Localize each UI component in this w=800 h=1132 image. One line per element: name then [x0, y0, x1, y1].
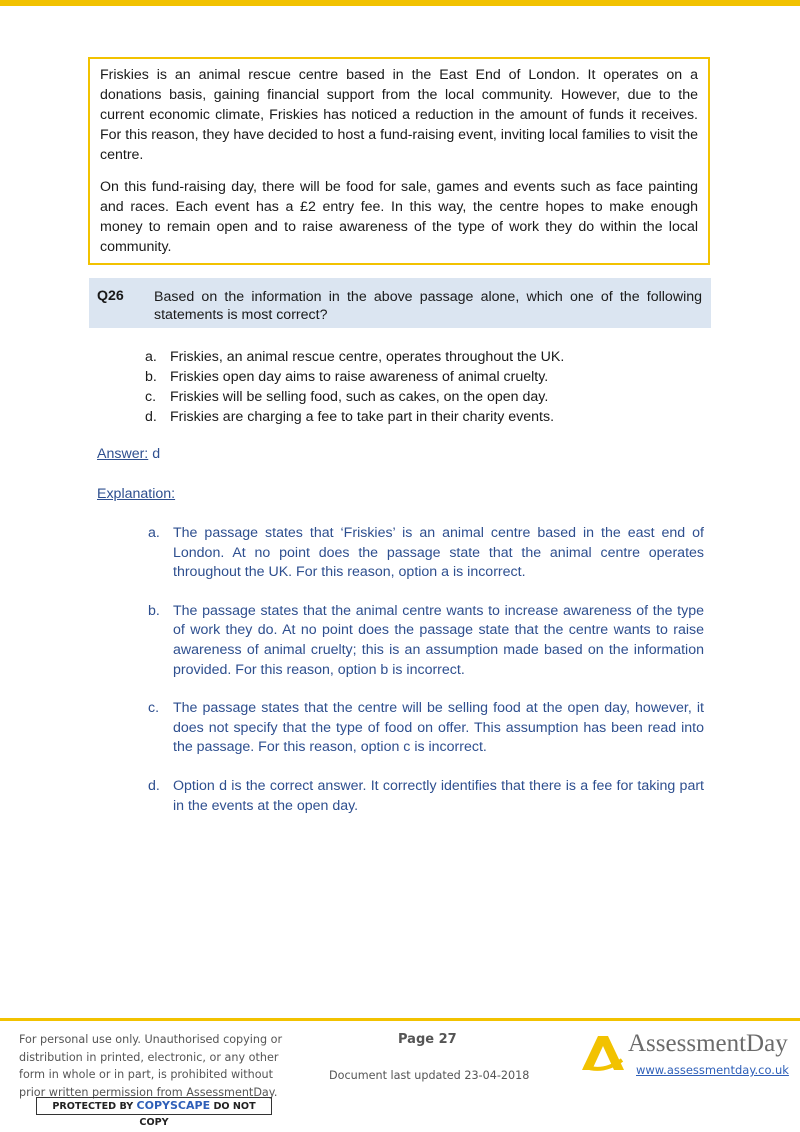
- option-d: [145, 407, 564, 427]
- explanation-item-c: [148, 699, 704, 758]
- question-number: Q26: [97, 288, 124, 304]
- explanation-item-a: [148, 524, 704, 583]
- answer-value: d: [152, 446, 161, 462]
- explanation-letter: a.: [148, 525, 160, 541]
- explanation-letter: d.: [148, 777, 160, 794]
- option-text: Friskies are charging a fee to take part in their charity events.: [170, 409, 555, 425]
- footer-divider: [0, 1018, 800, 1021]
- option-letter: c.: [145, 389, 157, 405]
- explanation-text: The passage states that the animal centre wants to increase awareness of the type of work they do. At no point does the passage state that the centre wants to raise awareness of animal cruelty; this is an assumption made based on the information provided. For this reason, option b is incorrect.: [173, 602, 704, 678]
- copyright-notice: For personal use only. Unauthorised copying or distribution in printed, electronic, or any other form in whole or in part, is prohibited without prior written permission from AssessmentDay.: [19, 1033, 283, 1099]
- explanation-text: The passage states that ‘Friskies’ is an animal centre based in the east end of London. At no point does the passage state that the animal centre operates throughout the UK. For this reason, option a is incorrect.: [173, 525, 704, 581]
- question-panel: [89, 278, 711, 328]
- option-letter: b.: [145, 369, 157, 385]
- option-letter: a.: [145, 349, 157, 365]
- answer-label: Answer:: [97, 446, 149, 462]
- assessmentday-logo-icon: [578, 1030, 626, 1072]
- option-c: [145, 387, 564, 407]
- passage-box: [88, 57, 710, 265]
- option-letter: d.: [145, 409, 157, 425]
- option-text: Friskies, an animal rescue centre, operates throughout the UK.: [170, 349, 565, 365]
- explanation-letter: b.: [148, 602, 160, 619]
- page-number: Page 27: [398, 1032, 457, 1047]
- answer-options: [145, 347, 564, 427]
- option-b: [145, 367, 564, 387]
- explanation-letter: c.: [148, 700, 160, 717]
- passage-paragraph-2: On this fund-raising day, there will be food for sale, games and events such as face painting and races. Each event has a £2 entry fee. In this way, the centre hopes to make enough money to remain open and to raise awareness of the type of work they do within the local community.: [100, 179, 698, 255]
- explanation-text: Option d is the correct answer. It correctly identifies that there is a fee for taking part in the events at the open day.: [173, 777, 704, 814]
- question-text: Based on the information in the above passage alone, which one of the following statements is most correct?: [154, 289, 702, 323]
- option-text: Friskies will be selling food, such as cakes, on the open day.: [170, 389, 549, 405]
- explanation-item-d: [148, 777, 704, 816]
- website-link[interactable]: www.assessmentday.co.uk: [636, 1063, 789, 1077]
- explanation-label: Explanation:: [97, 486, 176, 502]
- passage-paragraph-1: Friskies is an animal rescue centre based in the East End of London. It operates on a donations basis, gaining financial support from the local community. However, due to the current economic climate, Friskies has noticed a reduction in the amount of funds it receives. For this reason, they have decided to host a fund-raising event, inviting local families to visit the centre.: [100, 67, 698, 163]
- copyscape-brand: COPYSCAPE: [136, 1099, 211, 1112]
- explanation-text: The passage states that the centre will be selling food at the open day, however, it does not specify that the type of food on offer. This assumption has been read into the passage. For this reason, option c is incorrect.: [173, 700, 704, 756]
- logo-text: AssessmentDay: [628, 1030, 788, 1057]
- explanation-item-b: [148, 602, 704, 680]
- last-updated: Document last updated 23-04-2018: [329, 1069, 530, 1082]
- copyscape-badge[interactable]: [36, 1097, 272, 1128]
- copyscape-post: DO NOT COPY: [139, 1101, 256, 1128]
- top-accent-bar: [0, 0, 800, 6]
- copyscape-pre: PROTECTED BY: [52, 1101, 134, 1112]
- answer-line: [97, 446, 160, 462]
- explanation-list: [148, 524, 704, 835]
- option-text: Friskies open day aims to raise awareness of animal cruelty.: [170, 369, 549, 385]
- option-a: [145, 347, 564, 367]
